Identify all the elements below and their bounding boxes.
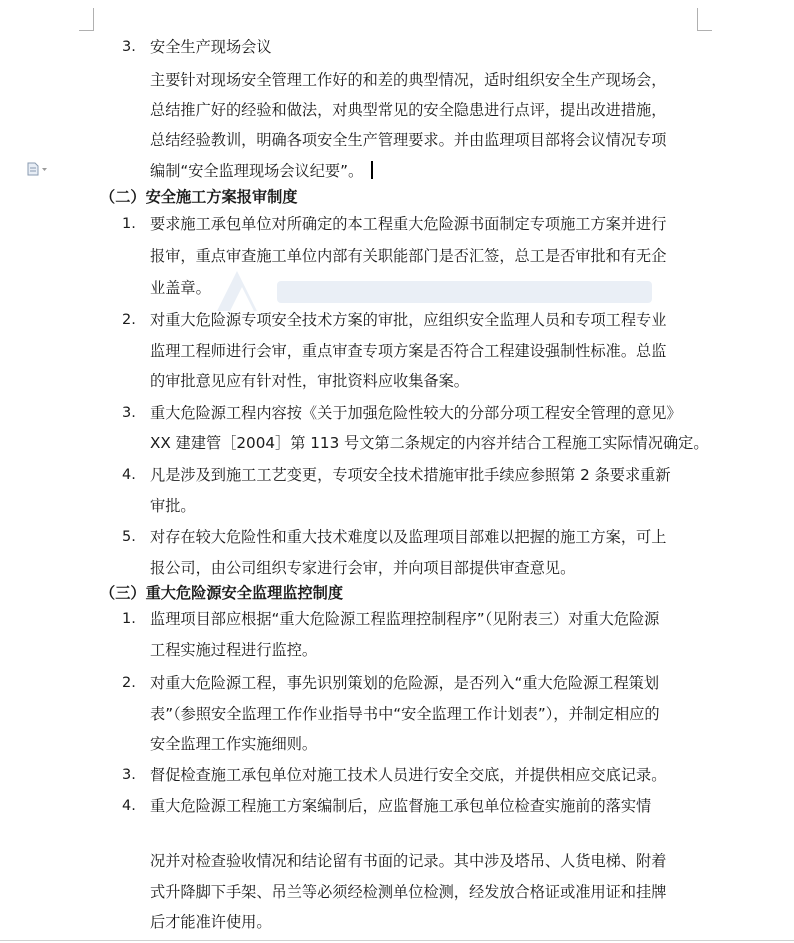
section-title: 安全生产现场会议 [150, 38, 272, 56]
list-item-line: 重大危险源工程内容按《关于加强危险性较大的分部分项工程安全管理的意见》 [150, 404, 682, 422]
list-item-line: 的审批意见应有针对性，审批资料应收集备案。 [150, 372, 469, 390]
list-item-line: 报公司，由公司组织专家进行会审，并向项目部提供审查意见。 [150, 559, 576, 577]
list-item-line: 凡是涉及到施工工艺变更，专项安全技术措施审批手续应参照第 2 条要求重新 [150, 466, 671, 484]
list-item-line: 报审，重点审查施工单位内部有关职能部门是否汇签，总工是否审批和有无企 [150, 247, 667, 265]
list-number: 2. [122, 312, 136, 328]
list-number: 4. [122, 798, 136, 814]
paragraph-line: 主要针对现场安全管理工作好的和差的典型情况，适时组织安全生产现场会， [150, 71, 667, 89]
page-corner-mark-right [697, 8, 712, 31]
list-item-line: 对存在较大危险性和重大技术难度以及监理项目部难以把握的施工方案，可上 [150, 528, 667, 546]
section-number: 3. [122, 39, 136, 55]
list-item-line: 对重大危险源工程，事先识别策划的危险源，是否列入“重大危险源工程策划 [150, 674, 660, 692]
paragraph-line: 况并对检查验收情况和结论留有书面的记录。其中涉及塔吊、人货电梯、附着 [150, 852, 667, 870]
section-heading: （三）重大危险源安全监理监控制度 [100, 584, 343, 602]
document-icon[interactable] [27, 162, 49, 176]
paragraph-line: 总结推广好的经验和做法，对典型常见的安全隐患进行点评，提出改进措施， [150, 101, 667, 119]
paragraph-line: 式升降脚下手架、吊兰等必须经检测单位检测，经发放合格证或准用证和挂牌 [150, 883, 667, 901]
list-number: 4. [122, 467, 136, 483]
list-number: 5. [122, 529, 136, 545]
list-item-line: 对重大危险源专项安全技术方案的审批，应组织安全监理人员和专项工程专业 [150, 311, 667, 329]
list-number: 3. [122, 767, 136, 783]
list-item-line: 监理工程师进行会审，重点审查专项方案是否符合工程建设强制性标准。总监 [150, 342, 667, 360]
paragraph-line-text: 编制“安全监理现场会议纪要”。 [150, 162, 364, 180]
section-heading: （二）安全施工方案报审制度 [100, 188, 298, 206]
list-item-line: 重大危险源工程施工方案编制后，应监督施工承包单位检查实施前的落实情 [150, 797, 652, 815]
list-item-line: 审批。 [150, 497, 196, 515]
paragraph-line [150, 161, 373, 181]
paragraph-line: 后才能准许使用。 [150, 913, 272, 931]
list-number: 2. [122, 675, 136, 691]
list-number: 1. [122, 611, 136, 627]
list-number: 3. [122, 405, 136, 421]
text-cursor [371, 161, 373, 179]
page-bottom-border [0, 940, 794, 941]
list-item-line: 监理项目部应根据“重大危险源工程监理控制程序”（见附表三）对重大危险源 [150, 610, 660, 628]
paragraph-line: 总结经验教训，明确各项安全生产管理要求。并由监理项目部将会议情况专项 [150, 131, 667, 149]
list-item-line: 业盖章。 [150, 279, 211, 297]
list-item-line: 工程实施过程进行监控。 [150, 641, 318, 659]
list-item-line: XX 建建管［2004］第 113 号文第二条规定的内容并结合工程施工实际情况确定。 [150, 434, 709, 452]
page-corner-mark-left [79, 8, 94, 31]
list-item-line: 督促检查施工承包单位对施工技术人员进行安全交底，并提供相应交底记录。 [150, 766, 667, 784]
list-number: 1. [122, 216, 136, 232]
list-item-line: 安全监理工作实施细则。 [150, 735, 318, 753]
list-item-line: 要求施工承包单位对所确定的本工程重大危险源书面制定专项施工方案并进行 [150, 215, 667, 233]
list-item-line: 表”（参照安全监理工作作业指导书中“安全监理工作计划表”），并制定相应的 [150, 705, 660, 723]
